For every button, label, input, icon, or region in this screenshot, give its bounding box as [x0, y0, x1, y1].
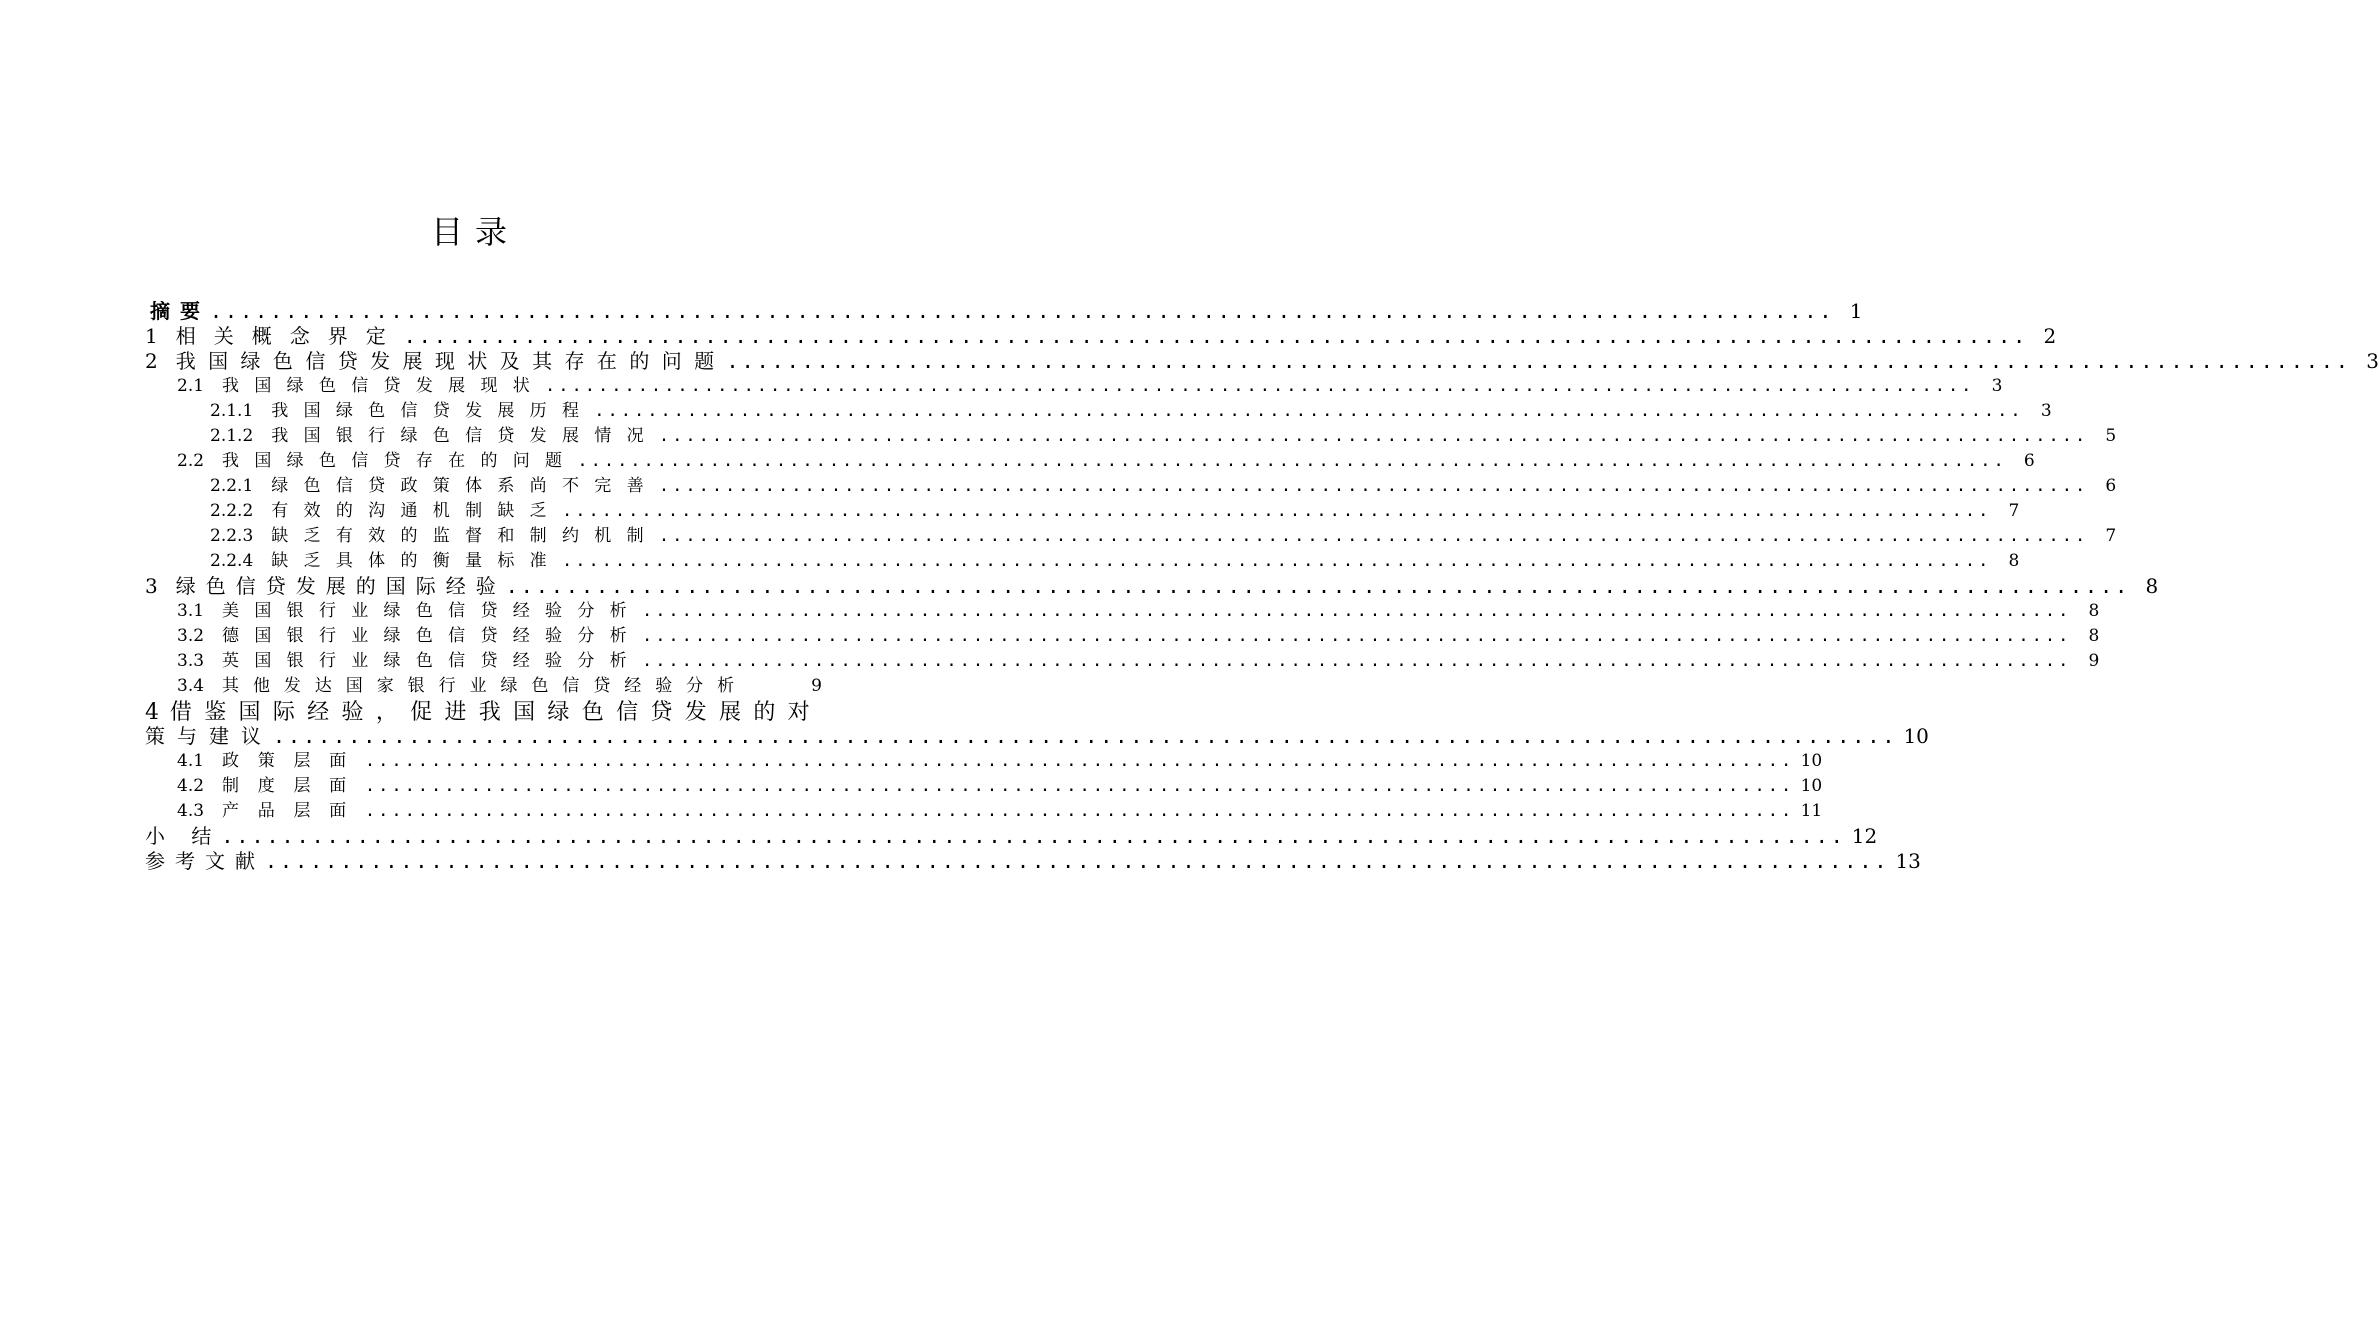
toc-leader-dots: ............................................................................................................: [265, 849, 1890, 873]
toc-entry-label: 绿色信贷发展的国际经验: [175, 574, 506, 598]
toc-entry-3-2[interactable]: [177, 624, 2100, 649]
toc-entry-2-2-3[interactable]: [210, 524, 2117, 549]
toc-entry-number: 3.4: [177, 676, 205, 696]
toc-entry-page: 1: [1849, 299, 1863, 323]
toc-entry-4-continued[interactable]: [145, 724, 1929, 749]
toc-entry-page: 10: [1800, 751, 1823, 771]
toc-entry-label: 我国绿色信贷发展现状及其存在的问题: [175, 349, 727, 373]
toc-entry-page: 7: [2105, 526, 2117, 546]
toc-entry-number: 4.2: [177, 776, 205, 796]
toc-leader-dots: ............................................................................................................: [210, 299, 1835, 323]
toc-entry-page: 8: [2088, 601, 2100, 621]
toc-entry-2-2-1[interactable]: [210, 474, 2117, 499]
toc-entry-number: 2.1.1: [210, 401, 254, 421]
toc-entry-label: 我国绿色信贷发展现状: [222, 376, 546, 396]
toc-entry-number: 2.1.2: [210, 426, 254, 446]
toc-entry-2-2-2[interactable]: [210, 499, 2020, 524]
toc-entry-page: 11: [1800, 801, 1823, 821]
toc-leader-dots: ............................................................................................................: [561, 501, 1992, 521]
toc-entry-label: 德国银行业绿色信贷经验分析: [222, 626, 642, 646]
toc-leader-dots: ............................................................................................................: [561, 551, 1992, 571]
toc-leader-dots: ............................................................................................................: [221, 824, 1846, 848]
toc-entry-2[interactable]: [145, 349, 2379, 374]
toc-entry-page: 3: [1991, 376, 2003, 396]
toc-entry-3-1[interactable]: [177, 599, 2100, 624]
toc-entry-3[interactable]: [145, 574, 2159, 599]
toc-entry-number: 2.2: [177, 451, 205, 471]
toc-leader-dots: ............................................................................................................: [658, 426, 2089, 446]
toc-entry-page: 5: [2105, 426, 2117, 446]
toc-entry-number: 4.1: [177, 751, 205, 771]
toc-entry-label: 相关概念界定: [175, 324, 404, 348]
toc-entry-4[interactable]: [145, 699, 822, 727]
toc-leader-dots: ............................................................................................................: [403, 324, 2029, 348]
toc-entry-2-2-4[interactable]: [210, 549, 2020, 574]
page-title: 目录: [430, 213, 519, 251]
toc-entry-page: 8: [2145, 574, 2159, 598]
toc-entry-label: 我国绿色信贷存在的问题: [222, 451, 578, 471]
toc-entry-page: 9: [2088, 651, 2100, 671]
toc-entry-4-1[interactable]: [177, 749, 1823, 774]
toc-entry-page: 2: [2043, 324, 2057, 348]
toc-entry-label: 制度层面: [222, 776, 365, 796]
toc-entry-label: 产品层面: [222, 801, 365, 821]
toc-entry-page: 8: [2008, 551, 2020, 571]
toc-entry-label: 有效的沟通机制缺乏: [271, 501, 562, 521]
toc-entry-number: 1: [145, 324, 158, 348]
toc-entry-label: 小 结: [145, 824, 222, 848]
toc-entry-page: 10: [1800, 776, 1823, 796]
toc-entry-2-1-1[interactable]: [210, 399, 2052, 424]
toc-entry-page: 8: [2088, 626, 2100, 646]
toc-entry-number: 2.1: [177, 376, 205, 396]
toc-entry-number: 2.2.3: [210, 526, 254, 546]
toc-entry-label-continued: 策与建议: [145, 724, 273, 748]
toc-entry-summary[interactable]: [145, 824, 1878, 849]
toc-entry-number: 3.3: [177, 651, 205, 671]
toc-entry-1[interactable]: [145, 324, 2057, 349]
toc-entry-4-3[interactable]: [177, 799, 1823, 824]
toc-entry-number: 3: [145, 574, 158, 598]
toc-entry-label: 缺乏具体的衡量标准: [271, 551, 562, 571]
toc-entry-label: 我国银行绿色信贷发展情况: [271, 426, 659, 446]
toc-leader-dots: ............................................................................................................: [545, 376, 1975, 396]
toc-entry-page: 12: [1851, 824, 1878, 848]
toc-entry-number: 2.2.4: [210, 551, 254, 571]
toc-leader-dots: ............................................................................................................: [658, 476, 2089, 496]
toc-entry-2-1-2[interactable]: [210, 424, 2117, 449]
toc-entry-number: 4.3: [177, 801, 205, 821]
toc-leader-dots: ............................................................................................................: [364, 776, 1795, 796]
toc-entry-label: 摘要: [150, 299, 210, 323]
toc-leader-dots: ............................................................................................................: [641, 601, 2072, 621]
toc-entry-label: 政策层面: [222, 751, 365, 771]
toc-entry-number: 2.2.1: [210, 476, 254, 496]
toc-entry-number: 3.2: [177, 626, 205, 646]
toc-entry-references[interactable]: [145, 849, 1921, 874]
toc-entry-label: 我国绿色信贷发展历程: [271, 401, 595, 421]
toc-entry-2-1[interactable]: [177, 374, 2003, 399]
toc-entry-page: 6: [2023, 451, 2035, 471]
toc-leader-dots: ............................................................................................................: [658, 526, 2089, 546]
toc-leader-dots: ............................................................................................................: [577, 451, 2007, 471]
toc-leader-dots: ............................................................................................................: [505, 574, 2131, 598]
toc-leader-dots: ............................................................................................................: [594, 401, 2024, 421]
toc-entry-number: 4: [145, 700, 159, 725]
toc-entry-number: 2: [145, 349, 158, 373]
toc-entry-label: 美国银行业绿色信贷经验分析: [222, 601, 642, 621]
toc-leader-dots: ............................................................................................................: [641, 651, 2072, 671]
toc-entry-page: 13: [1895, 849, 1921, 873]
toc-entry-page: 10: [1903, 724, 1929, 748]
toc-entry-page: 7: [2008, 501, 2020, 521]
toc-leader-dots: ............................................................................................................: [364, 751, 1795, 771]
toc-entry-4-2[interactable]: [177, 774, 1823, 799]
toc-entry-label: 其他发达国家银行业绿色信贷经验分析: [222, 676, 749, 696]
toc-entry-page: 9: [811, 676, 822, 696]
toc-entry-label: 借鉴国际经验，促进我国绿色信贷发展的对: [169, 700, 822, 725]
toc-entry-page: 3: [2040, 401, 2052, 421]
toc-entry-3-4[interactable]: [177, 674, 822, 699]
toc-leader-dots: ............................................................................................................: [726, 349, 2351, 373]
toc-entry-number: 3.1: [177, 601, 205, 621]
toc-entry-page: 3: [2366, 349, 2379, 373]
toc-leader-dots: ............................................................................................................: [641, 626, 2072, 646]
toc-entry-label: 绿色信贷政策体系尚不完善: [271, 476, 659, 496]
toc-entry-abstract[interactable]: [150, 299, 1863, 324]
toc-leader-dots: ............................................................................................................: [364, 801, 1795, 821]
toc-entry-label: 缺乏有效的监督和制约机制: [271, 526, 659, 546]
toc-entry-2-2[interactable]: [177, 449, 2035, 474]
toc-entry-3-3[interactable]: [177, 649, 2100, 674]
toc-entry-page: 6: [2105, 476, 2117, 496]
toc-entry-label: 英国银行业绿色信贷经验分析: [222, 651, 642, 671]
toc-entry-label: 参考文献: [145, 849, 265, 873]
toc-leader-dots: ............................................................................................................: [273, 724, 1898, 748]
toc-entry-number: 2.2.2: [210, 501, 254, 521]
